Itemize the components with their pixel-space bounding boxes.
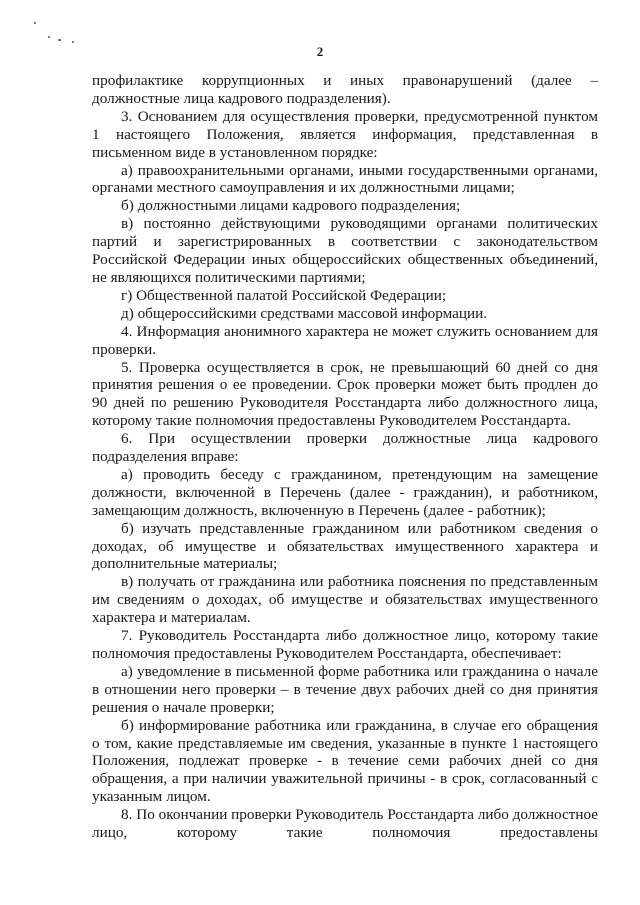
paragraph: 4. Информация анонимного характера не может служить основанием для проверки.: [92, 322, 598, 358]
paragraph: а) уведомление в письменной форме работника или гражданина о начале в отношении него проверки – в течение двух рабочих дней со дня принятия решения о начале проверки;: [92, 662, 598, 716]
paragraph: 8. По окончании проверки Руководитель Росстандарта либо должностное лицо, которому такие полномочия предоставлены: [92, 806, 598, 842]
paragraph: профилактике коррупционных и иных правонарушений (далее – должностные лица кадрового подразделения).: [92, 72, 598, 107]
scan-speck: [48, 36, 50, 38]
paragraph: б) изучать представленные гражданином или работником сведения о доходах, об имуществе и обязательствах имущественного характера и дополнительные материалы;: [92, 519, 598, 573]
document-body: [92, 72, 598, 842]
paragraph: 6. При осуществлении проверки должностные лица кадрового подразделения вправе:: [92, 430, 598, 466]
page-number: 2: [316, 44, 324, 59]
paragraph: 5. Проверка осуществляется в срок, не превышающий 60 дней со дня принятия решения о ее проведении. Срок проверки может быть продлен до 90 дней по решению Руководителя Росстандарта либо должностного лица, которому такие полномочия предоставлены Руководителем Росстандарта.: [92, 358, 598, 430]
paragraph: в) постоянно действующими руководящими органами политических партий и зарегистрированных в соответствии с законодательством Российской Федерации иных общероссийских общественных объединений, не являющихся политическими партиями;: [92, 215, 598, 286]
scan-speck: [34, 22, 36, 24]
paragraph: 3. Основанием для осуществления проверки, предусмотренной пунктом 1 настоящего Положения, является информация, представленная в письменном виде в установленном порядке:: [92, 107, 598, 161]
paragraph: д) общероссийскими средствами массовой информации.: [121, 304, 488, 322]
scan-speck: [58, 39, 61, 41]
paragraph: 7. Руководитель Росстандарта либо должностное лицо, которому такие полномочия предоставлены Руководителем Росстандарта, обеспечивает:: [92, 627, 598, 662]
paragraph: г) Общественной палатой Российской Федерации;: [121, 286, 447, 304]
paragraph: в) получать от гражданина или работника пояснения по представленным им сведениям о доходах, об имуществе и обязательствах имущественного характера и материалам.: [92, 573, 598, 627]
scan-speck: [72, 41, 74, 43]
paragraph: б) информирование работника или гражданина, в случае его обращения о том, какие представляемые им сведения, указанные в пункте 1 настоящего Положения, подлежат проверке - в течение семи рабочих дней со дня обращения, а при наличии уважительной причины - в срок, согласованный с указанным лицом.: [92, 716, 598, 806]
paragraph: б) должностными лицами кадрового подразделения;: [121, 197, 461, 215]
paragraph: а) проводить беседу с гражданином, претендующим на замещение должности, включенной в Перечень (далее - гражданин), и работником, замещающим должность, включенную в Перечень (далее - работник);: [92, 465, 598, 519]
paragraph: а) правоохранительными органами, иными государственными органами, органами местного самоуправления и их должностными лицами;: [92, 161, 598, 197]
